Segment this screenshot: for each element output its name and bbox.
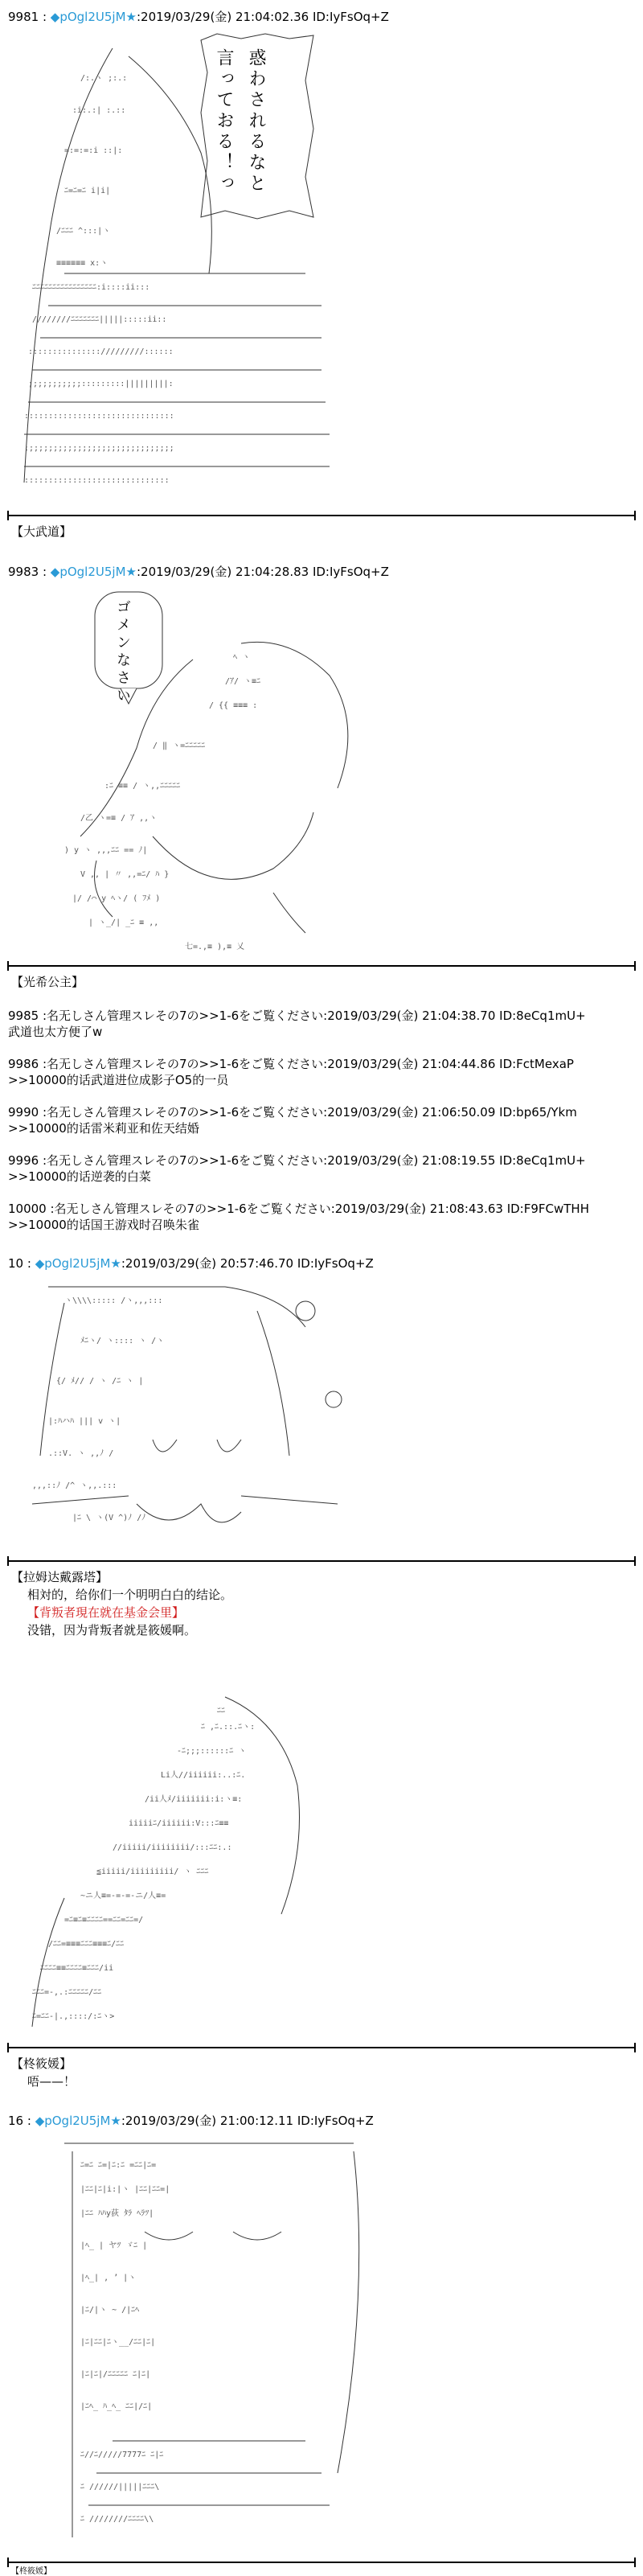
svg-text:iiiiiﾆ/iiiiii:V:::ﾆ≡≡: iiiiiﾆ/iiiiii:V:::ﾆ≡≡	[129, 1819, 229, 1828]
svg-text:|:ﾊハﾊ ||| v ヽ|: |:ﾊハﾊ ||| v ヽ|	[48, 1417, 121, 1426]
post-header: 10 : ◆pOgl2U5jM★:2019/03/29(金) 20:57:46.70 ID:IyFsOq+Z	[8, 1256, 374, 1271]
svg-text:ﾆﾆﾆﾆ≡≡ﾆﾆﾆﾆ≡ﾆﾆﾆ/ii: ﾆﾆﾆﾆ≡≡ﾆﾆﾆﾆ≡ﾆﾆﾆ/ii	[40, 1964, 114, 1973]
svg-text:七=.,≡ ),≡ 乂: 七=.,≡ ),≡ 乂	[185, 943, 245, 951]
svg-text:=ﾆ≡ﾆ≡ﾆﾆﾆﾆ==ﾆﾆ=ﾆﾆ=/: =ﾆ≡ﾆ≡ﾆﾆﾆﾆ==ﾆﾆ=ﾆﾆ=/	[64, 1916, 144, 1925]
ascii-art-shinoyuan	[16, 1689, 338, 2035]
star-icon: ★	[125, 10, 137, 24]
response-body: 武道也太方便了w	[8, 1025, 103, 1039]
post-date: :2019/03/29(金) 21:00:12.11 ID:IyFsOq+Z	[121, 2114, 374, 2128]
svg-text:≡≡≡≡≡≡ x:ヽ: ≡≡≡≡≡≡ x:ヽ	[56, 259, 109, 268]
dialogue-line: 相対的，给你们一个明明白白的结论。	[27, 1588, 233, 1602]
svg-text:::::::::::::::::::::::::::::::: ::::::::::::::::::::::::::::::	[24, 476, 170, 485]
divider	[8, 965, 635, 967]
response-body: >>10000的话雷米莉亚和佐天结婚	[8, 1121, 199, 1136]
tripcode: ◆pOgl2U5jM	[35, 2114, 111, 2128]
vertical-dialogue-1: 惑わされるなと	[246, 48, 266, 195]
post-date: :2019/03/29(金) 21:04:28.83 ID:IyFsOq+Z	[136, 565, 389, 579]
tripcode: ◆pOgl2U5jM	[35, 1256, 111, 1271]
svg-text:::::::::::::::://///////::::::: ::::::::::::::://///////::::::	[28, 347, 174, 356]
svg-text:-ﾆ;;;::::::ﾆ ヽ: -ﾆ;;;::::::ﾆ ヽ	[177, 1747, 247, 1756]
svg-text:/ {{ ≡≡≡ :: / {{ ≡≡≡ :	[209, 701, 258, 710]
post-header: 9983 : ◆pOgl2U5jM★:2019/03/29(金) 21:04:28.83 ID:IyFsOq+Z	[8, 565, 389, 579]
divider	[8, 515, 635, 516]
response-header: 9996 :名无しさん管理スレその7の>>1-6をご覧ください:2019/03/29(金) 21:08:19.55 ID:8eCq1mU+	[8, 1153, 586, 1168]
svg-text:~ニ人≡=-=-=-ニ/人≡=: ~ニ人≡=-=-=-ニ/人≡=	[80, 1892, 166, 1900]
svg-text:,,,::ﾉ /^ ヽ,,.:::: ,,,::ﾉ /^ ヽ,,.:::	[32, 1481, 117, 1490]
tripcode: ◆pOgl2U5jM	[50, 565, 126, 579]
character-name: 【柊筱媛】	[11, 2567, 51, 2576]
response-header: 9986 :名无しさん管理スレその7の>>1-6をご覧ください:2019/03/29(金) 21:04:44.86 ID:FctMexaP	[8, 1057, 574, 1071]
post-number: 10	[8, 1256, 24, 1271]
svg-text:ﾆﾆ: ﾆﾆ	[217, 1707, 225, 1715]
svg-text:;;;;;;;;;;;:::::::::|||||||||:: ;;;;;;;;;;;:::::::::|||||||||:	[28, 380, 174, 388]
svg-text:////////ﾆﾆﾆﾆﾆﾆﾆ|||||:::::ii::: ////////ﾆﾆﾆﾆﾆﾆﾆ|||||:::::ii::	[32, 315, 167, 324]
vertical-dialogue-2: 言っておる！っ	[214, 48, 234, 195]
svg-text:ﾆ=ﾆﾆ-|.,::::/:ﾆヽ>: ﾆ=ﾆﾆ-|.,::::/:ﾆヽ>	[32, 2012, 115, 2021]
svg-text:=:=:=:i ::|:: =:=:=:i ::|:	[64, 146, 123, 155]
svg-text:|ﾍ_ | ヤﾂ ゞﾆ |: |ﾍ_ | ヤﾂ ゞﾆ |	[80, 2241, 148, 2250]
ascii-art-princess	[32, 627, 386, 957]
response-header: 9985 :名无しさん管理スレその7の>>1-6をご覧ください:2019/03/29(金) 21:04:38.70 ID:8eCq1mU+	[8, 1009, 586, 1023]
svg-text:/:.ヽ ;:.:: /:.ヽ ;:.:	[80, 74, 128, 83]
svg-text::i:.:| :.::: :i:.:| :.::	[72, 106, 126, 115]
svg-text:|ﾆ \ ヽ(V ^)ﾉ /ﾉ: |ﾆ \ ヽ(V ^)ﾉ /ﾉ	[72, 1514, 146, 1522]
character-name: 【大武道】	[11, 524, 72, 539]
character-name: 【光希公主】	[11, 975, 84, 989]
response-body: >>10000的话国王游戏时召唤朱雀	[8, 1218, 199, 1232]
post-number: 16	[8, 2114, 24, 2128]
svg-text:ﾆ=ﾆ=ﾆ i|i|: ﾆ=ﾆ=ﾆ i|i|	[64, 187, 111, 195]
response-body: >>10000的话武道进位成影子O5的一员	[8, 1073, 229, 1087]
bubble-text: ゴメンなさい	[114, 599, 131, 705]
svg-text:|/ /⌒ y ﾍヽ/ ( ﾌﾒ ): |/ /⌒ y ﾍヽ/ ( ﾌﾒ )	[72, 894, 161, 903]
divider	[8, 1560, 635, 1562]
dialogue-line: 唔——！	[27, 2074, 76, 2089]
svg-text:ﾆ ////////ﾆﾆﾆﾆ\\: ﾆ ////////ﾆﾆﾆﾆ\\	[80, 2515, 154, 2524]
svg-text:ﾆ//ﾆ/////7777ﾆ ﾆ|ﾆ: ﾆ//ﾆ/////7777ﾆ ﾆ|ﾆ	[80, 2451, 164, 2459]
svg-text:/ﾆﾆ=≡≡≡ﾆﾆﾆ≡≡≡ﾆ/ﾆﾆ: /ﾆﾆ=≡≡≡ﾆﾆﾆ≡≡≡ﾆ/ﾆﾆ	[48, 1940, 125, 1949]
svg-text::ﾆ ≡≡ / ヽ,,ﾆﾆﾆﾆﾆ: :ﾆ ≡≡ / ヽ,,ﾆﾆﾆﾆﾆ	[104, 782, 181, 791]
svg-text:ﾍ ヽ: ﾍ ヽ	[233, 653, 251, 662]
star-icon: ★	[110, 1256, 121, 1271]
svg-text:|ﾍ_| , ’ |ヽ: |ﾍ_| , ’ |ヽ	[80, 2274, 137, 2282]
svg-text:|ﾆ|ﾆﾆ|ﾆヽ__/ﾆﾆ|ﾆ|: |ﾆ|ﾆﾆ|ﾆヽ__/ﾆﾆ|ﾆ|	[80, 2338, 156, 2347]
tripcode: ◆pOgl2U5jM	[50, 10, 126, 24]
post-number: 9981	[8, 10, 39, 24]
svg-text:) y ヽ ,,,ﾆﾆ == ﾉ|: ) y ヽ ,,,ﾆﾆ == ﾉ|	[64, 846, 148, 855]
svg-text:|ﾆ/|ヽ ~ /|ﾆﾍ: |ﾆ/|ヽ ~ /|ﾆﾍ	[80, 2306, 140, 2315]
svg-text:{/ ﾒ// / ヽ /ﾆ ヽ |: {/ ﾒ// / ヽ /ﾆ ヽ |	[56, 1377, 144, 1386]
svg-text:ﾆ=ﾆ ﾆ=|ﾆ:ﾆ =ﾆﾆ|ﾆ=: ﾆ=ﾆ ﾆ=|ﾆ:ﾆ =ﾆﾆ|ﾆ=	[80, 2161, 157, 2170]
post-date: :2019/03/29(金) 20:57:46.70 ID:IyFsOq+Z	[121, 1256, 374, 1271]
svg-text:/ﾆﾆﾆ ^:::|ヽ: /ﾆﾆﾆ ^:::|ヽ	[56, 227, 111, 236]
svg-text:ﾆﾆﾆﾆﾆﾆﾆﾆﾆﾆﾆﾆﾆﾆﾆﾆ:i::::ii:::: ﾆﾆﾆﾆﾆﾆﾆﾆﾆﾆﾆﾆﾆﾆﾆﾆ:i::::ii:::	[32, 283, 150, 292]
response-body: >>10000的话逆袭的白菜	[8, 1169, 151, 1184]
svg-text:::::::::::::::::::::::::::::::: :::::::::::::::::::::::::::::::	[24, 412, 174, 421]
svg-text:ﾆ //////|||||ﾆﾆﾆ\: ﾆ //////|||||ﾆﾆﾆ\	[80, 2483, 160, 2492]
svg-text:;;;;;;;;;;;;;;;;;;;;;;;;;;;;;;: ;;;;;;;;;;;;;;;;;;;;;;;;;;;;;;;	[24, 444, 174, 453]
star-icon: ★	[110, 2114, 121, 2128]
post-header: 16 : ◆pOgl2U5jM★:2019/03/29(金) 21:00:12.11 ID:IyFsOq+Z	[8, 2114, 374, 2128]
divider	[8, 2047, 635, 2048]
svg-text:V ,, | 〃 ,,=ﾆ/ ﾊ }: V ,, | 〃 ,,=ﾆ/ ﾊ }	[80, 870, 170, 879]
svg-text:|ﾆﾆ ﾊﾊy荻 ﾀﾗ ﾍﾗﾂ|: |ﾆﾆ ﾊﾊy荻 ﾀﾗ ﾍﾗﾂ|	[80, 2209, 154, 2218]
svg-text:ﾆﾆﾆ=-,.:ﾆﾆﾆﾆﾆ/ﾆﾆ: ﾆﾆﾆ=-,.:ﾆﾆﾆﾆﾆ/ﾆﾆ	[32, 1988, 102, 1997]
svg-text:/ii人ﾒ/iiiiiii:i:ヽ≡:: /ii人ﾒ/iiiiiii:i:ヽ≡:	[145, 1795, 243, 1804]
svg-text:|ﾆ|ﾆ|/ﾆﾆﾆﾆﾆ ﾆ|ﾆ|: |ﾆ|ﾆ|/ﾆﾆﾆﾆﾆ ﾆ|ﾆ|	[80, 2370, 151, 2379]
ascii-art-girl	[16, 1279, 354, 1544]
svg-text:|ﾆﾍ_ ﾊ_ﾍ_ ﾆﾆ|/ﾆ|: |ﾆﾍ_ ﾊ_ﾍ_ ﾆﾆ|/ﾆ|	[80, 2402, 153, 2411]
svg-text:.::V. ヽ ,,ﾉ /: .::V. ヽ ,,ﾉ /	[48, 1449, 114, 1458]
star-icon: ★	[125, 565, 137, 579]
svg-text:ﾒﾆヽ/ ヽ:::: ヽ /ヽ: ﾒﾆヽ/ ヽ:::: ヽ /ヽ	[80, 1337, 165, 1346]
post-header: 9981 : ◆pOgl2U5jM★:2019/03/29(金) 21:04:02.36 ID:IyFsOq+Z	[8, 10, 389, 24]
svg-text:|ﾆﾆ|ﾆ|i:|ヽ |ﾆﾆ|ﾆﾆ=|: |ﾆﾆ|ﾆ|i:|ヽ |ﾆﾆ|ﾆﾆ=|	[80, 2185, 170, 2194]
response-header: 9990 :名无しさん管理スレその7の>>1-6をご覧ください:2019/03/29(金) 21:06:50.09 ID:bp65/Ykm	[8, 1105, 577, 1120]
character-name: 【柊筱媛】	[11, 2056, 72, 2071]
post-number: 9983	[8, 565, 39, 579]
svg-text:| ヽ_/| _ﾆ ≡ ,,: | ヽ_/| _ﾆ ≡ ,,	[88, 918, 159, 927]
svg-text://iiiii/iiiiiiii/:::ﾆﾆ:.:: //iiiii/iiiiiiii/:::ﾆﾆ:.:	[113, 1843, 232, 1852]
divider	[8, 2562, 635, 2563]
dialogue-line: 没错，因为背叛者就是筱媛啊。	[27, 1623, 197, 1637]
svg-text:/ｱ/ ヽ≡ﾆ: /ｱ/ ヽ≡ﾆ	[225, 677, 261, 686]
ascii-art-shinoyuan-2	[48, 2135, 386, 2553]
dialogue-line-red: 【背叛者現在就在基金会里】	[27, 1605, 185, 1620]
svg-text:≦iiiii/iiiiiiiii/ ヽ ﾆﾆﾆ: ≦iiiii/iiiiiiiii/ ヽ ﾆﾆﾆ	[96, 1867, 209, 1876]
response-header: 10000 :名无しさん管理スレその7の>>1-6をご覧ください:2019/03/29(金) 21:08:43.63 ID:F9FCwTHH	[8, 1202, 589, 1216]
svg-text:ﾆ ,ﾆ.::.ﾆヽ:: ﾆ ,ﾆ.::.ﾆヽ:	[201, 1723, 256, 1732]
post-date: :2019/03/29(金) 21:04:02.36 ID:IyFsOq+Z	[136, 10, 389, 24]
svg-text:/乙 ヽ=≡ / ｱ ,,ヽ: /乙 ヽ=≡ / ｱ ,,ヽ	[80, 814, 158, 823]
svg-text:ヽ\\\\::::: /ヽ,,,:::: ヽ\\\\::::: /ヽ,,,:::	[64, 1296, 163, 1305]
character-name: 【拉姆达戴露塔】	[11, 1570, 109, 1584]
svg-text:Li人//iiiiii:..:ﾆ.: Li人//iiiiii:..:ﾆ.	[161, 1771, 246, 1780]
svg-text:/ ‖ ヽ=ﾆﾆﾆﾆﾆ: / ‖ ヽ=ﾆﾆﾆﾆﾆ	[153, 742, 206, 750]
